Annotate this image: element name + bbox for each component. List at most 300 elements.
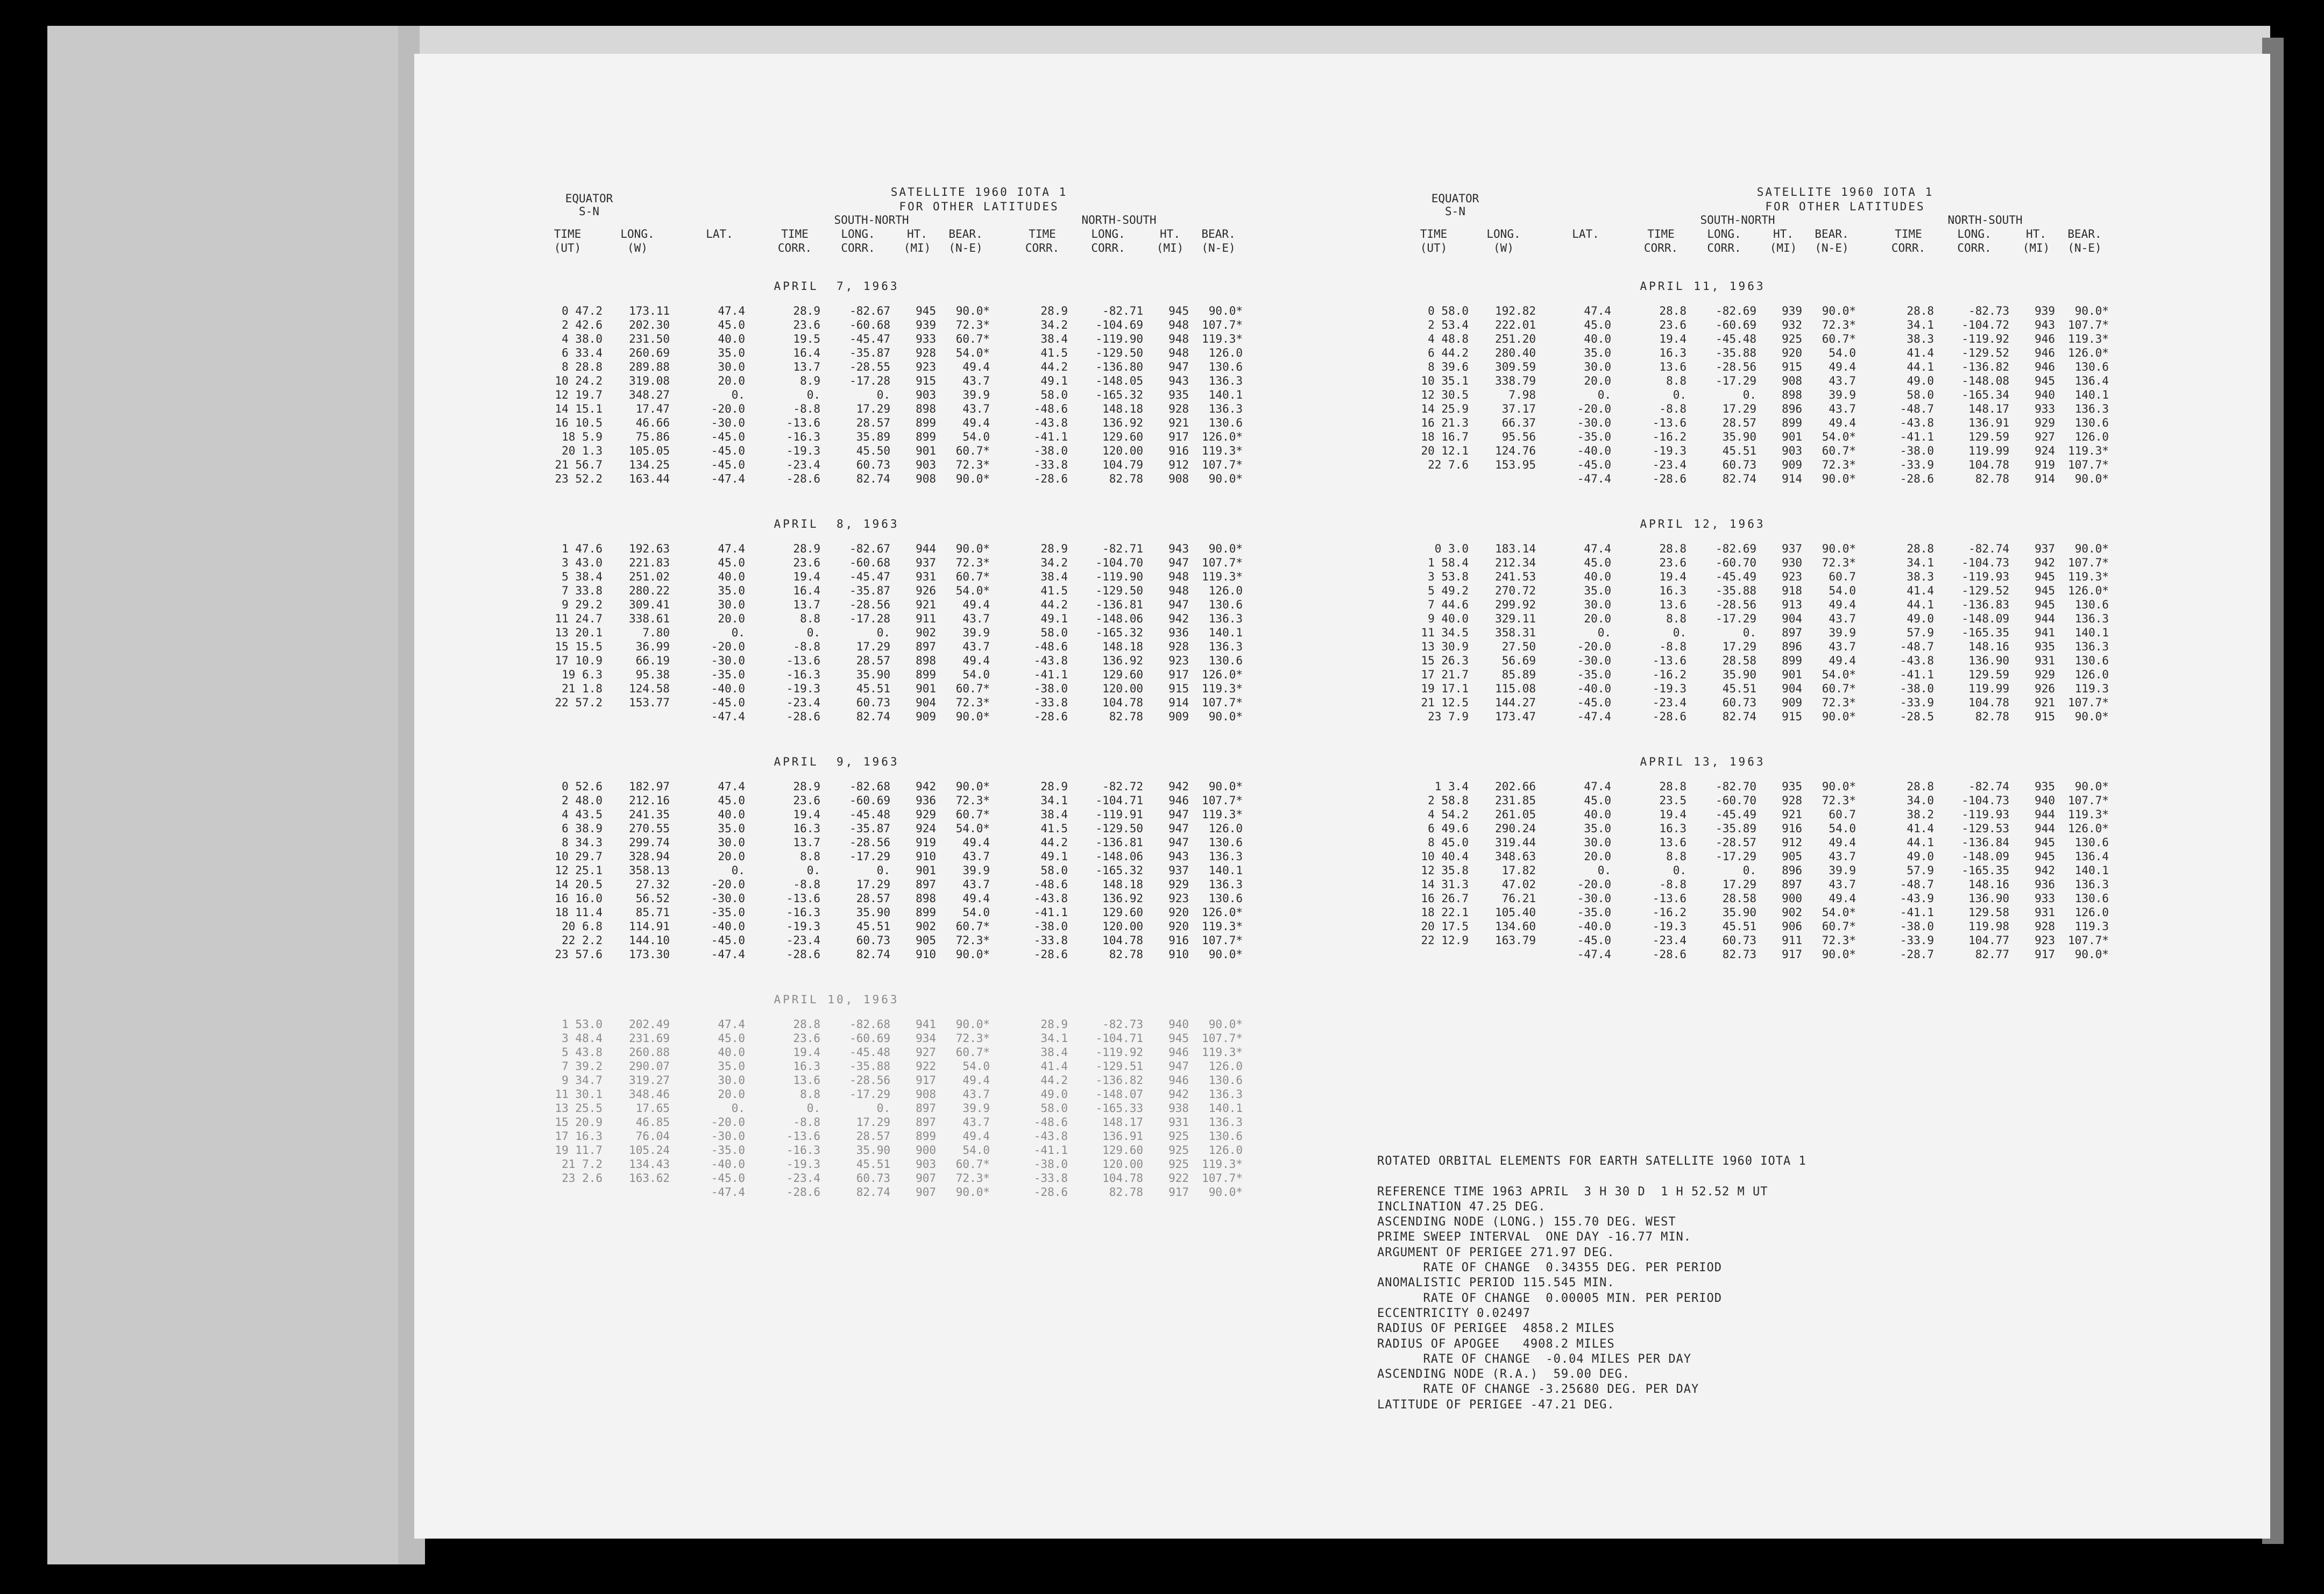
left-table-cell: -60.69 [849,1032,890,1045]
left-table-cell: 922 [1168,1172,1189,1185]
left-table-row [533,794,1426,808]
right-table-cell: 45.51 [1722,682,1756,695]
left-table-cell: 82.74 [856,948,890,961]
orbital-elements-title: ROTATED ORBITAL ELEMENTS FOR EARTH SATELLITE 1960 IOTA 1 [1377,1154,1806,1168]
right-table-cell: 49.0 [1907,374,1934,387]
left-table-cell: 912 [1168,458,1189,471]
left-table-cell: 126.0 [1208,1060,1243,1073]
right-table-cell: 261.05 [1495,808,1536,821]
left-table-cell: 319.08 [629,374,670,387]
left-table-cell: 0. [806,388,820,401]
right-table-cell: -41.1 [1900,668,1934,681]
right-table-cell: 44.1 [1907,360,1934,373]
left-table-cell: 39.9 [962,626,990,639]
left-table-cell: 202.30 [629,318,670,331]
left-table-cell: 17.65 [635,1102,670,1115]
left-table-cell: 45.0 [718,318,745,331]
right-table-row [1399,668,2270,682]
right-table-row [1399,556,2270,570]
right-table-cell: 231.85 [1495,794,1536,807]
right-col-header: (UT) [1420,242,1448,254]
left-table-cell: 40.0 [718,332,745,345]
right-table-cell: -136.82 [1961,360,2009,373]
right-table-cell: 72.3* [1822,318,1856,331]
right-table-cell: 23.6 [1659,318,1687,331]
left-table-cell: 0. [731,1102,745,1115]
right-table-cell: -47.4 [1577,948,1611,961]
left-col-header: HT. [907,228,927,240]
left-equator-sn-label: S-N [579,205,599,218]
right-col-header: BEAR. [1815,228,1849,240]
right-col-header: TIME [1420,228,1448,240]
right-table-cell: 82.73 [1722,948,1756,961]
right-table-cell: -119.93 [1961,808,2009,821]
left-table-cell: 7 33.8 [562,584,603,597]
left-table-row [533,864,1426,878]
left-table-cell: 130.6 [1208,1130,1243,1143]
left-table-cell: 136.3 [1208,374,1243,387]
left-table-cell: -8.8 [793,402,820,415]
right-table-cell: 3 53.8 [1428,570,1469,583]
left-table-cell: -119.90 [1095,570,1143,583]
right-table-cell: 38.3 [1907,332,1934,345]
left-table-cell: -40.0 [711,682,745,695]
right-table-cell: 927 [2035,430,2055,443]
right-table-cell: 935 [1782,780,1802,793]
left-table-cell: 119.3* [1202,808,1243,821]
left-table-cell: 6 38.9 [562,822,603,835]
left-table-cell: -17.28 [849,374,890,387]
right-table-cell: 41.4 [1907,584,1934,597]
left-table-cell: 49.4 [962,360,990,373]
left-table-cell: 898 [916,654,936,667]
left-table-cell: -47.4 [711,710,745,723]
left-table-cell: 13.7 [793,598,820,611]
left-table-cell: 130.6 [1208,654,1243,667]
right-table-cell: 136.4 [2074,374,2109,387]
right-table-cell: 896 [1782,640,1802,653]
left-table-cell: 915 [916,374,936,387]
left-table-cell: -35.0 [711,1144,745,1157]
left-table-cell: 60.7* [955,682,990,695]
left-table-cell: 13.7 [793,360,820,373]
left-table-cell: 34.1 [1040,1032,1068,1045]
left-table-cell: 90.0* [955,472,990,485]
right-table-cell: 299.92 [1495,598,1536,611]
left-table-cell: 72.3* [955,318,990,331]
left-table-cell: -148.05 [1095,374,1143,387]
left-table-cell: 921 [1168,416,1189,429]
right-table-cell: 920 [1782,346,1802,359]
left-table-cell: 19.4 [793,570,820,583]
right-table-cell: -13.6 [1652,416,1687,429]
right-table-cell: 107.7* [2068,794,2109,807]
left-table-cell: 90.0* [955,304,990,317]
left-table-cell: 43.7 [962,612,990,625]
left-table-row [533,1158,1426,1172]
left-table-cell: 44.2 [1040,360,1068,373]
left-table-cell: -20.0 [711,640,745,653]
orbital-element-line: INCLINATION 47.25 DEG. [1377,1200,1546,1214]
left-table-cell: 908 [1168,472,1189,485]
left-table-cell: -136.82 [1095,1074,1143,1087]
right-table-cell: 928 [2035,920,2055,933]
right-table-cell: -35.88 [1716,584,1756,597]
left-day-title: APRIL 9, 1963 [774,755,899,768]
left-table-row [533,668,1426,682]
right-table-cell: 933 [2035,402,2055,415]
right-table-cell: 932 [1782,318,1802,331]
right-table-cell: 0. [1742,864,1756,877]
right-table-cell: -28.6 [1652,710,1687,723]
left-table-cell: -82.68 [849,1018,890,1031]
right-table-cell: 917 [1782,948,1802,961]
left-table-cell: -20.0 [711,1116,745,1129]
right-table-cell: 107.7* [2068,556,2109,569]
left-table-cell: 45.51 [856,682,890,695]
left-table-cell: 119.3* [1202,682,1243,695]
left-table-cell: -35.0 [711,668,745,681]
left-table-cell: 134.25 [629,458,670,471]
left-table-row [533,332,1426,346]
right-table-cell: -43.8 [1900,416,1934,429]
left-table-row [533,808,1426,822]
left-table-cell: -19.3 [786,1158,820,1171]
left-table-cell: 90.0* [955,1018,990,1031]
left-col-header: CORR. [777,242,812,254]
left-table-cell: 946 [1168,1074,1189,1087]
left-table-row [533,444,1426,458]
left-table-cell: 90.0* [1208,780,1243,793]
left-table-cell: 902 [916,920,936,933]
left-table-cell: 16.4 [793,584,820,597]
left-table-cell: -16.3 [786,430,820,443]
left-table-cell: -47.4 [711,948,745,961]
left-table-cell: 929 [1168,878,1189,891]
right-table-cell: 90.0* [1822,542,1856,555]
left-table-cell: 49.1 [1040,850,1068,863]
right-table-cell: 8 45.0 [1428,836,1469,849]
left-table-cell: 38.4 [1040,570,1068,583]
right-table-cell: 896 [1782,402,1802,415]
right-day-title: APRIL 13, 1963 [1640,755,1766,768]
right-table-row [1399,584,2270,598]
right-table-cell: 10 35.1 [1421,374,1469,387]
right-table-cell: 0 3.0 [1434,542,1469,555]
right-table-cell: -60.69 [1716,318,1756,331]
left-table-cell: 134.43 [629,1158,670,1171]
right-table-cell: -13.6 [1652,654,1687,667]
right-table-cell: 18 16.7 [1421,430,1469,443]
left-table-cell: 5 38.4 [562,570,603,583]
right-table-cell: 944 [2035,612,2055,625]
left-table-cell: -28.6 [786,1186,820,1199]
right-table-cell: 899 [1782,416,1802,429]
left-day-title: APRIL 10, 1963 [774,993,899,1006]
right-table-cell: -45.0 [1577,458,1611,471]
left-table-cell: 104.78 [1102,934,1143,947]
right-table-cell: 39.9 [1829,388,1856,401]
right-table-cell: 8.8 [1666,374,1687,387]
left-table-cell: -43.8 [1033,1130,1068,1143]
left-table-cell: 140.1 [1208,388,1243,401]
left-table-cell: 935 [1168,388,1189,401]
left-table-cell: -148.06 [1095,850,1143,863]
left-table-cell: 20.0 [718,612,745,625]
right-table-cell: -165.34 [1961,388,2009,401]
left-table-cell: 44.2 [1040,836,1068,849]
left-table-cell: 54.0* [955,822,990,835]
left-table-cell: 908 [916,1088,936,1101]
right-table-cell: 49.0 [1907,612,1934,625]
right-table-cell: -30.0 [1577,892,1611,905]
right-table-cell: 2 53.4 [1428,318,1469,331]
right-table-cell: 900 [1782,892,1802,905]
left-table-cell: -129.50 [1095,822,1143,835]
left-table-cell: 20.0 [718,1088,745,1101]
left-table-row [533,1088,1426,1102]
left-table-cell: 34.2 [1040,556,1068,569]
right-table-cell: 929 [2035,416,2055,429]
left-table-cell: 923 [1168,654,1189,667]
right-table-cell: 124.76 [1495,444,1536,457]
left-table-cell: 28.57 [856,416,890,429]
right-table-cell: -129.52 [1961,346,2009,359]
left-table-cell: 40.0 [718,1046,745,1059]
right-table-cell: 0. [1673,626,1687,639]
right-table-cell: 923 [1782,570,1802,583]
left-table-cell: 58.0 [1040,864,1068,877]
left-table-cell: -60.68 [849,556,890,569]
right-table-cell: 909 [1782,696,1802,709]
left-table-row [533,360,1426,374]
left-table-row [533,654,1426,668]
right-table-cell: -28.6 [1900,472,1934,485]
right-table-cell: 119.98 [1968,920,2009,933]
left-table-cell: 19.5 [793,332,820,345]
right-table-cell: -13.6 [1652,892,1687,905]
left-table-cell: -35.87 [849,584,890,597]
right-table-row [1399,374,2270,388]
left-table-row [533,892,1426,906]
left-table-cell: 107.7* [1202,318,1243,331]
left-table-cell: -13.6 [786,654,820,667]
right-table-cell: 13 30.9 [1421,640,1469,653]
right-table-cell: -40.0 [1577,682,1611,695]
left-table-row [533,640,1426,654]
left-table-cell: 82.74 [856,710,890,723]
left-table-row [533,374,1426,388]
right-table-cell: -104.73 [1961,556,2009,569]
right-table-cell: 912 [1782,836,1802,849]
right-table-row [1399,626,2270,640]
right-table-cell: 35.0 [1584,584,1611,597]
left-equator-label: EQUATOR [565,192,613,205]
left-table-cell: -45.47 [849,570,890,583]
left-table-cell: 126.0 [1208,584,1243,597]
right-table-cell: 47.4 [1584,304,1611,317]
right-table-cell: 119.3* [2068,570,2109,583]
left-col-header: CORR. [841,242,875,254]
left-table-cell: 28.57 [856,892,890,905]
left-table-cell: -16.3 [786,906,820,919]
left-table-cell: -165.32 [1095,864,1143,877]
left-table-cell: 21 1.8 [562,682,603,695]
right-table-cell: -148.08 [1961,374,2009,387]
left-table-row [533,1116,1426,1130]
left-table-cell: 920 [1168,906,1189,919]
left-table-cell: 947 [1168,556,1189,569]
right-table-cell: 82.77 [1975,948,2009,961]
right-table-cell: 17.29 [1722,402,1756,415]
right-table-cell: 119.99 [1968,682,2009,695]
left-table-cell: 47.4 [718,304,745,317]
right-table-cell: 28.57 [1722,416,1756,429]
left-table-cell: 30.0 [718,1074,745,1087]
left-table-cell: -28.6 [1033,472,1068,485]
left-table-cell: 22 2.2 [562,934,603,947]
left-table-cell: -119.90 [1095,332,1143,345]
right-table-cell: 148.16 [1968,878,2009,891]
right-table-cell: 0. [1742,626,1756,639]
orbital-element-line: ASCENDING NODE (R.A.) 59.00 DEG. [1377,1368,1631,1382]
right-table-cell: -45.0 [1577,934,1611,947]
right-table-cell: 945 [2035,850,2055,863]
right-table-cell: 28.8 [1659,304,1687,317]
right-table-cell: 28.8 [1907,542,1934,555]
right-table-cell: 126.0* [2068,822,2109,835]
right-table-cell: 60.7* [1822,332,1856,345]
right-table-cell: 95.56 [1501,430,1536,443]
right-table-cell: 0. [1597,388,1611,401]
left-table-cell: 126.0 [1208,822,1243,835]
left-table-cell: 120.00 [1102,444,1143,457]
right-table-cell: -82.74 [1968,542,2009,555]
right-table-cell: 41.4 [1907,346,1934,359]
left-table-cell: -48.6 [1033,402,1068,415]
left-table-cell: 54.0 [962,906,990,919]
left-table-row [533,1102,1426,1116]
right-table-cell: 897 [1782,878,1802,891]
left-table-cell: 899 [916,430,936,443]
left-table-cell: 49.4 [962,836,990,849]
left-table-cell: 38.4 [1040,808,1068,821]
left-table-cell: 34.1 [1040,794,1068,807]
left-table-cell: 45.0 [718,556,745,569]
right-table-cell: 163.79 [1495,934,1536,947]
left-table-cell: 925 [1168,1158,1189,1171]
left-table-cell: 9 34.7 [562,1074,603,1087]
left-table-cell: 28.9 [1040,1018,1068,1031]
left-table-cell: -17.28 [849,612,890,625]
right-table-cell: 90.0* [1822,472,1856,485]
left-table-cell: 4 38.0 [562,332,603,345]
left-table-cell: 136.92 [1102,892,1143,905]
left-table-cell: 140.1 [1208,864,1243,877]
right-table-cell: 16.3 [1659,822,1687,835]
right-equator-label: EQUATOR [1431,192,1479,205]
right-table-cell: 90.0* [2074,472,2109,485]
left-table-cell: -43.8 [1033,416,1068,429]
left-table-cell: 0 52.6 [562,780,603,793]
right-table-cell: -23.4 [1652,934,1687,947]
right-table-row [1399,920,2270,934]
left-table-cell: 148.17 [1102,1116,1143,1129]
orbital-element-line: ECCENTRICITY 0.02497 [1377,1306,1531,1320]
left-table-cell: -28.56 [849,598,890,611]
right-table-cell: 913 [1782,598,1802,611]
right-table-cell: 12 30.5 [1421,388,1469,401]
left-table-cell: 39.9 [962,864,990,877]
left-table-cell: 943 [1168,374,1189,387]
left-table-cell: 947 [1168,808,1189,821]
left-table-row [533,920,1426,934]
right-table-cell: 119.3* [2068,444,2109,457]
left-table-cell: 910 [916,850,936,863]
left-table-cell: 28.57 [856,1130,890,1143]
right-table-cell: 60.7 [1829,570,1856,583]
right-table-row [1399,822,2270,836]
left-table-cell: -28.6 [1033,948,1068,961]
right-table-cell: -33.9 [1900,934,1934,947]
right-table-cell: 49.4 [1829,892,1856,905]
left-col-header: (N-E) [1201,242,1236,254]
right-table-cell: 905 [1782,850,1802,863]
right-table-cell: -35.0 [1577,430,1611,443]
right-table-cell: 43.7 [1829,612,1856,625]
left-table-cell: 290.07 [629,1060,670,1073]
orbital-element-line: ASCENDING NODE (LONG.) 155.70 DEG. WEST [1377,1215,1676,1229]
right-table-cell: -30.0 [1577,416,1611,429]
left-table-cell: 16.3 [793,822,820,835]
right-table-cell: -136.83 [1961,598,2009,611]
left-table-cell: 75.86 [635,430,670,443]
right-table-cell: 126.0 [2074,430,2109,443]
right-table-cell: -45.48 [1716,332,1756,345]
right-table-cell: 105.40 [1495,906,1536,919]
left-table-cell: 898 [916,402,936,415]
right-table-cell: 85.89 [1501,668,1536,681]
left-table-cell: 946 [1168,1046,1189,1059]
left-col-header: HT. [1160,228,1180,240]
left-table-cell: 60.7* [955,332,990,345]
right-table-cell: 34.1 [1907,556,1934,569]
left-table-cell: 931 [1168,1116,1189,1129]
right-table-cell: 906 [1782,920,1802,933]
left-table-cell: 72.3* [955,934,990,947]
right-table-cell: 6 44.2 [1428,346,1469,359]
right-table-cell: -43.8 [1900,654,1934,667]
left-table-cell: 934 [916,1032,936,1045]
right-table-cell: 41.4 [1907,822,1934,835]
left-table-cell: 926 [916,584,936,597]
right-table-row [1399,640,2270,654]
left-table-cell: 23.6 [793,318,820,331]
right-col-header: CORR. [1957,242,1992,254]
right-table-cell: 90.0* [2074,780,2109,793]
right-table-row [1399,654,2270,668]
right-table-cell: 90.0* [1822,948,1856,961]
left-table-cell: 251.02 [629,570,670,583]
left-table-cell: -20.0 [711,402,745,415]
left-table-cell: 41.5 [1040,584,1068,597]
left-table-cell: 916 [1168,444,1189,457]
left-table-row [533,626,1426,640]
left-table-cell: 945 [1168,304,1189,317]
right-table-cell: 280.40 [1495,346,1536,359]
left-table-cell: 3 43.0 [562,556,603,569]
left-table-cell: 105.05 [629,444,670,457]
